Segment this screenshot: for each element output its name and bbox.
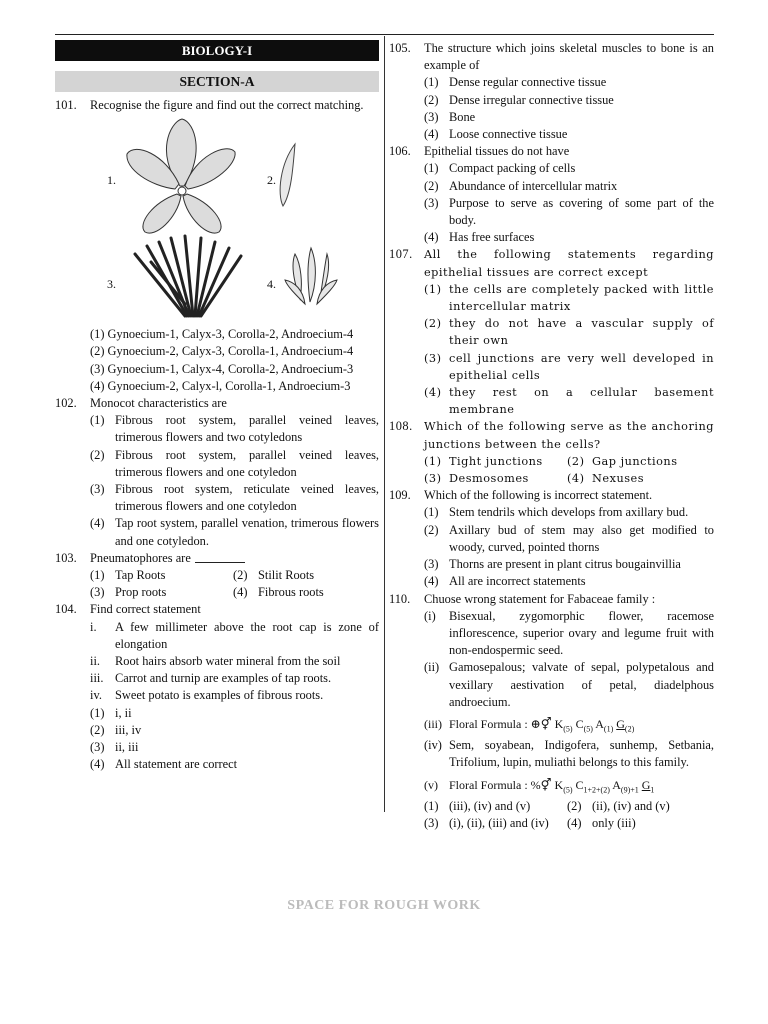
formula-a: A (595, 716, 604, 731)
q103-options-row-2 (55, 584, 379, 601)
option-text: All statement are correct (115, 757, 238, 772)
statement-number: (iii) (424, 716, 442, 731)
formula-a: A (612, 777, 621, 792)
q110-options-row-2 (389, 815, 714, 832)
question-number: 103. (55, 550, 77, 565)
question-number: 102. (55, 396, 77, 411)
option-number: (1) (424, 282, 442, 296)
question-text: Recognise the figure and find out the correct matching. (90, 98, 364, 112)
q108-option-1[interactable] (424, 453, 567, 470)
q110-statement-iv (389, 737, 714, 771)
statement-text: Carrot and turnip are examples of tap roots. (115, 671, 332, 686)
q104-statement-iii (55, 670, 379, 687)
option-number: (1) (90, 413, 105, 428)
q107-option-2[interactable] (389, 315, 714, 349)
option-text: Thorns are present in plant citrus bougainvillia (449, 557, 681, 572)
question-text: Which of the following is incorrect statement. (424, 488, 653, 503)
floral-symbol: ⊕⚥ (530, 716, 552, 731)
statement-number: (ii) (424, 660, 440, 675)
option-number: (4) (233, 585, 248, 600)
question-number: 110. (389, 591, 411, 606)
option-text: they do not have a vascular supply of their own (449, 317, 714, 348)
statement-text: A few millimeter above the root cap is zone of elongation (115, 619, 379, 651)
option-number: (2) (567, 798, 582, 813)
figure-label-2: 2. (267, 173, 276, 188)
option-text: (i), (ii), (iii) and (iv) (449, 815, 549, 830)
statement-number: iii. (90, 671, 104, 686)
option-number: (1) (424, 75, 439, 90)
formula-k: K (554, 777, 564, 792)
statement-text: Root hairs absorb water mineral from the soil (115, 654, 341, 669)
q104-option-4[interactable] (55, 756, 379, 773)
question-108 (389, 418, 714, 452)
option-text: Bone (449, 109, 476, 124)
question-number: 104. (55, 602, 77, 617)
option-number: (4) (424, 386, 442, 400)
q104-statement-iv (55, 687, 379, 704)
option-number: (3) (90, 585, 105, 600)
option-number: (2) (90, 722, 105, 737)
formula-c-sub: 1+2+(2) (583, 784, 610, 794)
q109-option-4[interactable] (389, 573, 714, 590)
question-number: 107. (389, 247, 413, 262)
figure-label-1: 1. (107, 173, 116, 188)
option-number: (3) (424, 472, 442, 486)
option-text: only (iii) (592, 815, 636, 830)
question-103 (55, 550, 379, 567)
option-number: (2) (424, 92, 439, 107)
q110-option-3[interactable] (424, 815, 567, 832)
option-text: Abundance of intercellular matrix (449, 178, 618, 193)
formula-g-sub: 1 (650, 784, 655, 794)
q101-options (55, 326, 379, 395)
option-number: (1) (90, 705, 105, 720)
option-number: (4) (567, 472, 585, 486)
q108-options-row-2 (389, 470, 714, 487)
corolla-drawing (127, 119, 235, 233)
q104-statement-i (55, 619, 379, 653)
option-text: Loose connective tissue (449, 127, 568, 142)
statement-number: (i) (424, 608, 436, 623)
right-column (389, 40, 714, 832)
question-text: All the following statements regarding epithelial tissues are correct except (424, 248, 714, 279)
option-number: (1) (424, 161, 439, 176)
formula-g: G (641, 777, 651, 792)
option-text: Prop roots (115, 585, 167, 600)
question-number: 106. (389, 144, 411, 159)
q101-option-4[interactable]: (4) Gynoecium-2, Calyx-l, Corolla-1, Androecium-3 (90, 378, 351, 393)
option-text: Axillary bud of stem may also get modified to woody, curved, pointed thorns (449, 522, 714, 554)
subject-header: BIOLOGY-I (55, 40, 379, 61)
question-number: 105. (389, 41, 411, 55)
option-text: Fibrous root system, parallel veined leaves, trimerous flowers and two cotyledons (115, 413, 379, 445)
question-102 (55, 395, 379, 412)
option-number: (2) (233, 568, 248, 583)
q101-option-2[interactable]: (2) Gynoecium-2, Calyx-3, Corolla-1, Androecium-4 (90, 344, 354, 359)
q110-option-2[interactable] (567, 798, 714, 815)
q109-option-1[interactable] (389, 504, 714, 521)
question-text: Monocot characteristics are (90, 396, 227, 411)
q103-option-3[interactable] (90, 584, 233, 601)
question-109 (389, 487, 714, 504)
option-number: (3) (424, 815, 439, 830)
q110-statement-ii (389, 659, 714, 711)
formula-g: G (616, 716, 625, 731)
formula-a-sub: (9)+1 (620, 784, 639, 794)
question-number: 108. (389, 419, 413, 434)
q103-option-1[interactable] (90, 567, 233, 584)
left-column (55, 40, 379, 773)
formula-c-sub: (5) (583, 724, 593, 734)
q107-option-4[interactable] (389, 384, 714, 418)
option-text: Fibrous root system, parallel veined leaves, trimerous flowers and one cotyledon (115, 447, 379, 479)
option-text: the cells are completely packed with little intercellular matrix (449, 282, 714, 314)
option-number: (2) (567, 454, 585, 468)
q105-option-2[interactable] (389, 92, 714, 109)
q108-options-row-1 (389, 453, 714, 470)
q104-statement-ii (55, 653, 379, 670)
q103-options-row-1 (55, 567, 379, 584)
q105-option-1[interactable] (389, 74, 714, 91)
formula-k: K (554, 716, 564, 731)
q109-option-2[interactable] (389, 522, 714, 556)
rough-work-footer: SPACE FOR ROUGH WORK (287, 898, 481, 913)
question-text: Find correct statement (90, 602, 201, 617)
option-text: Tap Roots (115, 568, 166, 583)
q106-option-1[interactable] (389, 160, 714, 177)
q110-option-1[interactable] (424, 798, 567, 815)
option-text: Compact packing of cells (449, 161, 576, 176)
option-number: (1) (90, 568, 105, 583)
answer-blank (195, 550, 245, 563)
q110-statement-v (389, 777, 714, 794)
question-text: The structure which joins skeletal muscles to bone is an example of (424, 41, 714, 73)
q104-option-2[interactable] (55, 722, 379, 739)
option-number: (2) (90, 447, 105, 462)
option-text: iii, iv (115, 722, 142, 737)
question-106 (389, 143, 714, 160)
option-number: (4) (90, 516, 105, 531)
q101-option-3[interactable]: (3) Gynoecium-1, Calyx-4, Corolla-2, Androecium-3 (90, 361, 354, 376)
flower-illustration (55, 114, 379, 326)
q104-option-3[interactable] (55, 739, 379, 756)
column-divider (384, 36, 385, 812)
question-101 (55, 97, 379, 114)
floral-formula-v (449, 777, 714, 794)
statement-text: Gamosepalous; valvate of sepal, polypetalous and vexillary aestivation of petal, diadelphous androecium. (449, 660, 714, 709)
formula-k-sub: (5) (563, 784, 573, 794)
statement-text: Sem, soyabean, Indigofera, sunhemp, Setbania, Trifolium, lupin, muliathi belongs to this family. (449, 738, 714, 770)
q102-option-4[interactable] (55, 515, 379, 549)
q106-option-3[interactable] (389, 195, 714, 229)
option-number: (2) (424, 522, 439, 537)
option-text: Desmosomes (449, 472, 529, 486)
figure-label-3: 3. (107, 277, 116, 292)
option-number: (1) (424, 505, 439, 520)
option-number: (3) (424, 109, 439, 124)
question-107 (389, 246, 714, 280)
question-110 (389, 591, 714, 608)
q108-option-3[interactable] (424, 470, 567, 487)
option-number: (3) (90, 482, 105, 497)
q107-option-3[interactable] (389, 350, 714, 384)
option-text: (iii), (iv) and (v) (449, 798, 531, 813)
question-text: Chuose wrong statement for Fabaceae family : (424, 591, 656, 606)
q102-option-3[interactable] (55, 481, 379, 515)
option-number: (3) (90, 740, 105, 755)
statement-number: iv. (90, 688, 102, 703)
option-number: (3) (424, 557, 439, 572)
option-text: Gap junctions (592, 454, 678, 468)
statement-text: Floral Formula : (449, 777, 531, 792)
option-text: Fibrous root system, reticulate veined leaves, trimerous flowers and one cotyledon (115, 482, 379, 514)
option-number: (4) (424, 230, 439, 245)
question-number: 101. (55, 98, 77, 112)
q105-option-4[interactable] (389, 126, 714, 143)
figure-label-4: 4. (267, 277, 276, 292)
option-number: (2) (424, 178, 439, 193)
question-number: 109. (389, 488, 411, 503)
flower-parts-figure (55, 114, 379, 326)
formula-g-sub: (2) (624, 724, 635, 734)
question-104 (55, 601, 379, 618)
q102-option-2[interactable] (55, 447, 379, 481)
formula-k-sub: (5) (563, 724, 573, 734)
formula-c: C (575, 716, 584, 731)
option-text: ii, iii (115, 740, 139, 755)
gynoecium-drawing (285, 248, 337, 304)
statement-text: Floral Formula : (449, 716, 531, 731)
option-number: (3) (424, 351, 442, 365)
option-text: Fibrous roots (258, 585, 324, 600)
statement-number: (iv) (424, 738, 442, 753)
question-text: Pneumatophores are (90, 550, 191, 565)
q106-option-2[interactable] (389, 178, 714, 195)
option-text: All are incorrect statements (449, 574, 586, 589)
option-text: Has free surfaces (449, 230, 535, 245)
option-text: Dense irregular connective tissue (449, 92, 614, 107)
statement-number: ii. (90, 654, 100, 669)
q101-option-1[interactable]: (1) Gynoecium-1, Calyx-3, Corolla-2, Androecium-4 (90, 327, 354, 342)
q110-statement-iii (389, 716, 714, 733)
formula-c: C (575, 777, 584, 792)
option-text: Stilit Roots (258, 568, 315, 583)
androecium-drawing (135, 236, 241, 316)
q107-option-1[interactable] (389, 281, 714, 315)
q106-option-4[interactable] (389, 229, 714, 246)
q104-option-1[interactable] (55, 705, 379, 722)
q110-option-4[interactable] (567, 815, 714, 832)
q110-options-row-1 (389, 798, 714, 815)
option-number: (2) (424, 317, 442, 331)
formula-a-sub: (1) (603, 724, 614, 734)
option-number: (4) (567, 815, 582, 830)
q110-statement-i (389, 608, 714, 660)
q109-option-3[interactable] (389, 556, 714, 573)
question-105 (389, 40, 714, 74)
top-rule (55, 34, 714, 35)
question-text: Which of the following serve as the anchoring junctions between the cells? (424, 420, 714, 451)
option-text: Stem tendrils which develops from axillary bud. (449, 505, 689, 520)
q108-option-2[interactable] (567, 453, 714, 470)
statement-number: i. (90, 619, 97, 634)
q102-option-1[interactable] (55, 412, 379, 446)
question-text: Epithelial tissues do not have (424, 144, 570, 159)
option-number: (1) (424, 454, 442, 468)
section-header: SECTION-A (55, 71, 379, 92)
option-text: Nexuses (592, 472, 644, 486)
q105-option-3[interactable] (389, 109, 714, 126)
option-text: i, ii (115, 705, 132, 720)
option-text: (ii), (iv) and (v) (592, 798, 670, 813)
q108-option-4[interactable] (567, 470, 714, 487)
option-number: (4) (424, 574, 439, 589)
option-number: (1) (424, 798, 439, 813)
option-text: Dense regular connective tissue (449, 75, 607, 90)
option-number: (4) (90, 757, 105, 772)
option-text: Tap root system, parallel venation, trimerous flowers and one cotyledon. (115, 516, 379, 548)
option-text: Purpose to serve as covering of some part of the body. (449, 195, 714, 228)
option-number: (3) (424, 195, 439, 210)
option-text: Tight junctions (449, 454, 543, 468)
statement-text: Sweet potato is examples of fibrous roots. (115, 688, 324, 703)
q103-option-2[interactable] (233, 567, 379, 584)
sepal-drawing (280, 144, 295, 206)
q103-option-4[interactable] (233, 584, 379, 601)
option-text: they rest on a cellular basement membrane (449, 386, 714, 417)
statement-number: (v) (424, 777, 438, 792)
option-text: cell junctions are very well developed in epithelial cells (449, 351, 714, 382)
floral-symbol: %⚥ (530, 777, 552, 792)
floral-formula-iii (449, 716, 714, 733)
option-number: (4) (424, 127, 439, 142)
statement-text: Bisexual, zygomorphic flower, racemose inflorescence, superior ovary and legume fruit with non-endospermic seed. (449, 608, 714, 658)
